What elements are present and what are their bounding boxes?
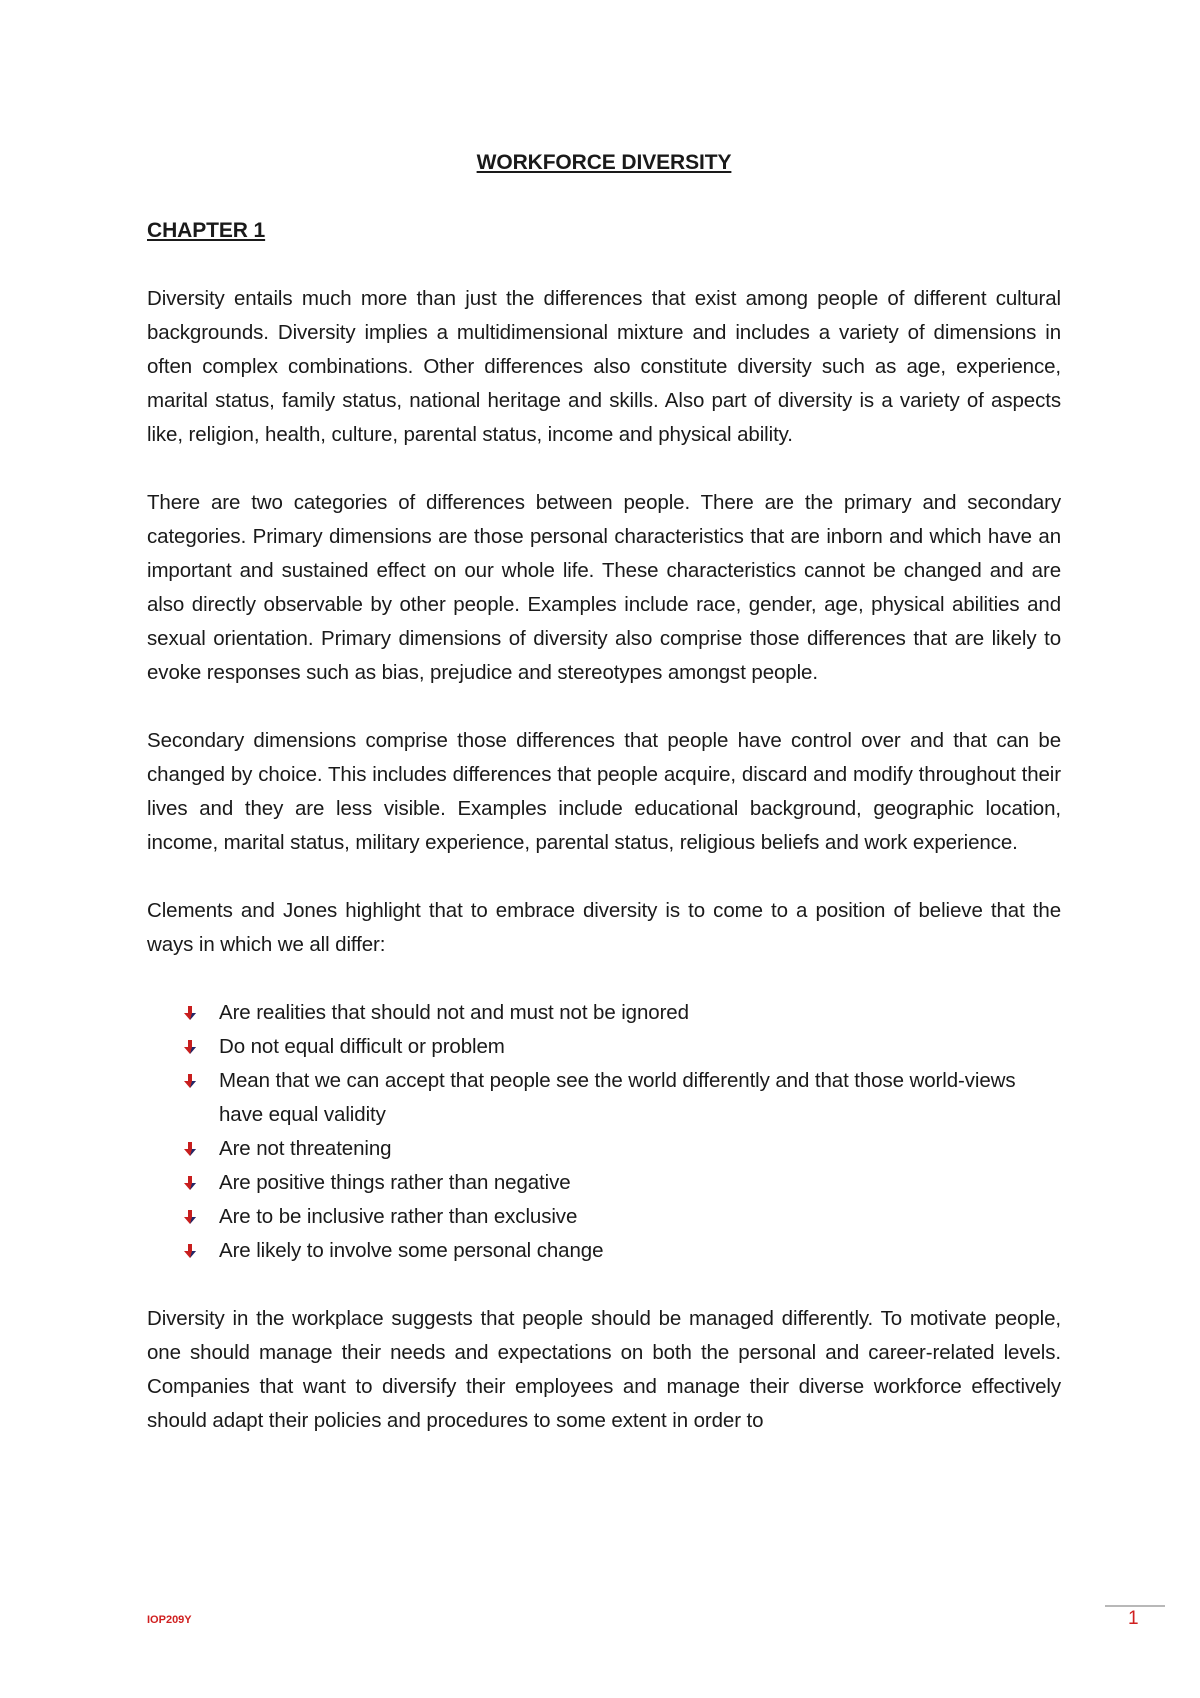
paragraph-clements-jones: Clements and Jones highlight that to embrace diversity is to come to a position of believe that the ways in which we all differ: xyxy=(147,899,1061,956)
paragraph-workplace-diversity: Diversity in the workplace suggests that people should be managed differently. To motivate people, one should manage their needs and expectations on both the personal and career-related levels. Companies that want to diversify their employees and manage their diverse workforce effectively should adapt their policies and procedures to some extent in order to xyxy=(147,1307,1061,1432)
bullet-list xyxy=(147,996,1061,1268)
arrow-down-right-bullet-icon xyxy=(183,1040,197,1054)
arrow-down-right-bullet-icon xyxy=(183,1176,197,1190)
list-item-text: Are to be inclusive rather than exclusive xyxy=(219,1205,578,1228)
list-item-text: Are likely to involve some personal change xyxy=(219,1239,604,1262)
list-item xyxy=(219,1132,1061,1166)
list-item-text: Are positive things rather than negative xyxy=(219,1171,571,1194)
list-item-text: Mean that we can accept that people see the world differently and that those world-views have equal validity xyxy=(219,1069,1016,1126)
chapter-heading: CHAPTER 1 xyxy=(147,219,266,242)
list-item xyxy=(219,996,1061,1030)
document-title: WORKFORCE DIVERSITY xyxy=(476,151,732,174)
arrow-down-right-bullet-icon xyxy=(183,1006,197,1020)
list-item xyxy=(219,1234,1061,1268)
page-content xyxy=(147,146,1061,1472)
page-number: 1 xyxy=(1128,1608,1139,1629)
arrow-down-right-bullet-icon xyxy=(183,1244,197,1258)
list-item-text: Do not equal difficult or problem xyxy=(219,1035,505,1058)
list-item xyxy=(219,1200,1061,1234)
list-item xyxy=(219,1166,1061,1200)
list-item-text: Are not threatening xyxy=(219,1137,392,1160)
footer-divider xyxy=(1105,1605,1165,1607)
arrow-down-right-bullet-icon xyxy=(183,1142,197,1156)
list-item xyxy=(219,1064,1061,1132)
paragraph-diversity-definition: Diversity entails much more than just the differences that exist among people of different cultural backgrounds. Diversity implies a multidimensional mixture and includes a variety of dimensions in often complex combinations. Other differences also constitute diversity such as age, experience, marital status, family status, national heritage and skills. Also part of diversity is a variety of aspects like, religion, health, culture, parental status, income and physical ability. xyxy=(147,287,1061,446)
course-code: IOP209Y xyxy=(147,1614,192,1626)
arrow-down-right-bullet-icon xyxy=(183,1210,197,1224)
list-item-text: Are realities that should not and must not be ignored xyxy=(219,1001,689,1024)
arrow-down-right-bullet-icon xyxy=(183,1074,197,1088)
list-item xyxy=(219,1030,1061,1064)
paragraph-secondary-dimensions: Secondary dimensions comprise those differences that people have control over and that can be changed by choice. This includes differences that people acquire, discard and modify throughout their lives and they are less visible. Examples include educational background, geographic location, income, marital status, military experience, parental status, religious beliefs and work experience. xyxy=(147,729,1061,854)
paragraph-primary-dimensions: There are two categories of differences between people. There are the primary and secondary categories. Primary dimensions are those personal characteristics that are inborn and which have an important and sustained effect on our whole life. These characteristics cannot be changed and are also directly observable by other people. Examples include race, gender, age, physical abilities and sexual orientation. Primary dimensions of diversity also comprise those differences that are likely to evoke responses such as bias, prejudice and stereotypes amongst people. xyxy=(147,491,1061,684)
